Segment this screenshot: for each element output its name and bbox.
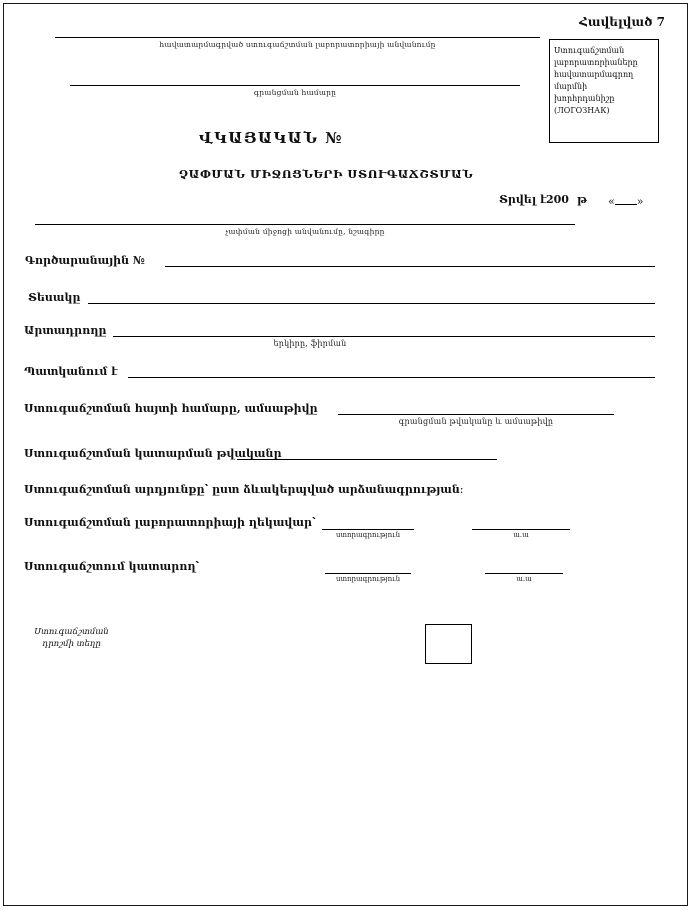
issued-label: Տրվել է [499, 193, 547, 206]
stamp-place-line1: Ստուգաճշտման [34, 627, 109, 637]
factory-number-fill-line [165, 266, 655, 267]
laboratory-name-line [55, 37, 540, 38]
manufacturer-caption: երկիրը, ֆիրման [273, 339, 347, 348]
performer-initials-line [485, 573, 563, 574]
manufacturer-fill-line [113, 336, 655, 337]
belongs-to-label: Պատկանում է [24, 365, 118, 378]
stamp-place-label [24, 626, 119, 651]
lab-head-initials-line [472, 529, 570, 530]
verification-result-label: Ստուգաճշտման արդյունքը՝ ըստ ձևակերպված արձանագրության։ [24, 483, 464, 496]
manufacturer-label: Արտադրողը [24, 324, 107, 337]
application-number-caption: գրանցման թվականը և ամսաթիվը [398, 417, 554, 426]
laboratory-name-caption: հավատարմագրված ստուգաճշտման լաբորատորիայի անվանումը [159, 40, 436, 49]
performer-signature-line [325, 573, 411, 574]
logo-box-line: խորհրդանիշը [554, 94, 615, 103]
belongs-to-fill-line [128, 377, 655, 378]
issued-day-quotes [608, 193, 643, 208]
verification-date-fill-line [237, 459, 497, 460]
lab-head-label: Ստուգաճշտման լաբորատորիայի ղեկավար՝ [24, 516, 316, 529]
quote-open: « [608, 195, 615, 208]
factory-number-label: Գործարանային № [25, 254, 145, 267]
performer-initials-caption: ա.ա [516, 575, 532, 583]
issued-year: 200 [546, 193, 569, 206]
verification-date-label: Ստուգաճշտման կատարման թվականը [24, 447, 282, 460]
lab-head-signature-caption: ստորագրություն [335, 531, 401, 539]
instrument-name-caption: չափման միջոցի անվանումը, նշագիրը [225, 227, 385, 236]
form-subtitle: ՉԱՓՄԱՆ ՄԻՋՈՑՆԵՐԻ ՍՏՈՒԳԱՃՇՏՄԱՆ [178, 167, 474, 181]
logo-box-line: լաբորատորիաները [554, 58, 638, 67]
instrument-name-line [35, 224, 575, 225]
lab-head-signature-line [322, 529, 414, 530]
application-number-fill-line [338, 414, 614, 415]
logo-box-line: Ստուգաճշտման [554, 46, 625, 55]
registration-number-caption: գրանցման համարը [253, 88, 337, 97]
accreditation-logo-box [549, 39, 659, 143]
registration-number-line [70, 85, 520, 86]
type-label: Տեսակը [28, 291, 81, 304]
issued-day-line [615, 193, 637, 205]
stamp-place-line2: դրոշմի տեղը [42, 639, 101, 650]
lab-head-initials-caption: ա.ա [513, 531, 529, 539]
appendix-label: Հավելված 7 [579, 15, 665, 29]
form-title: ՎԿԱՅԱԿԱՆ № [198, 129, 344, 147]
logo-box-line: (ЛОГОЗНАК) [554, 106, 610, 115]
quote-close: » [636, 195, 644, 208]
stamp-box [425, 624, 472, 664]
logo-box-line: հավատարմագրող [554, 70, 634, 79]
type-fill-line [88, 303, 655, 304]
performer-signature-caption: ստորագրություն [335, 575, 401, 583]
application-number-label: Ստուգաճշտման հայտի համարը, ամսաթիվը [24, 402, 318, 415]
performer-label: Ստուգաճշտում կատարող՝ [24, 560, 199, 573]
issued-year-suffix: թ [577, 193, 588, 206]
logo-box-line: մարմնի [554, 82, 588, 91]
